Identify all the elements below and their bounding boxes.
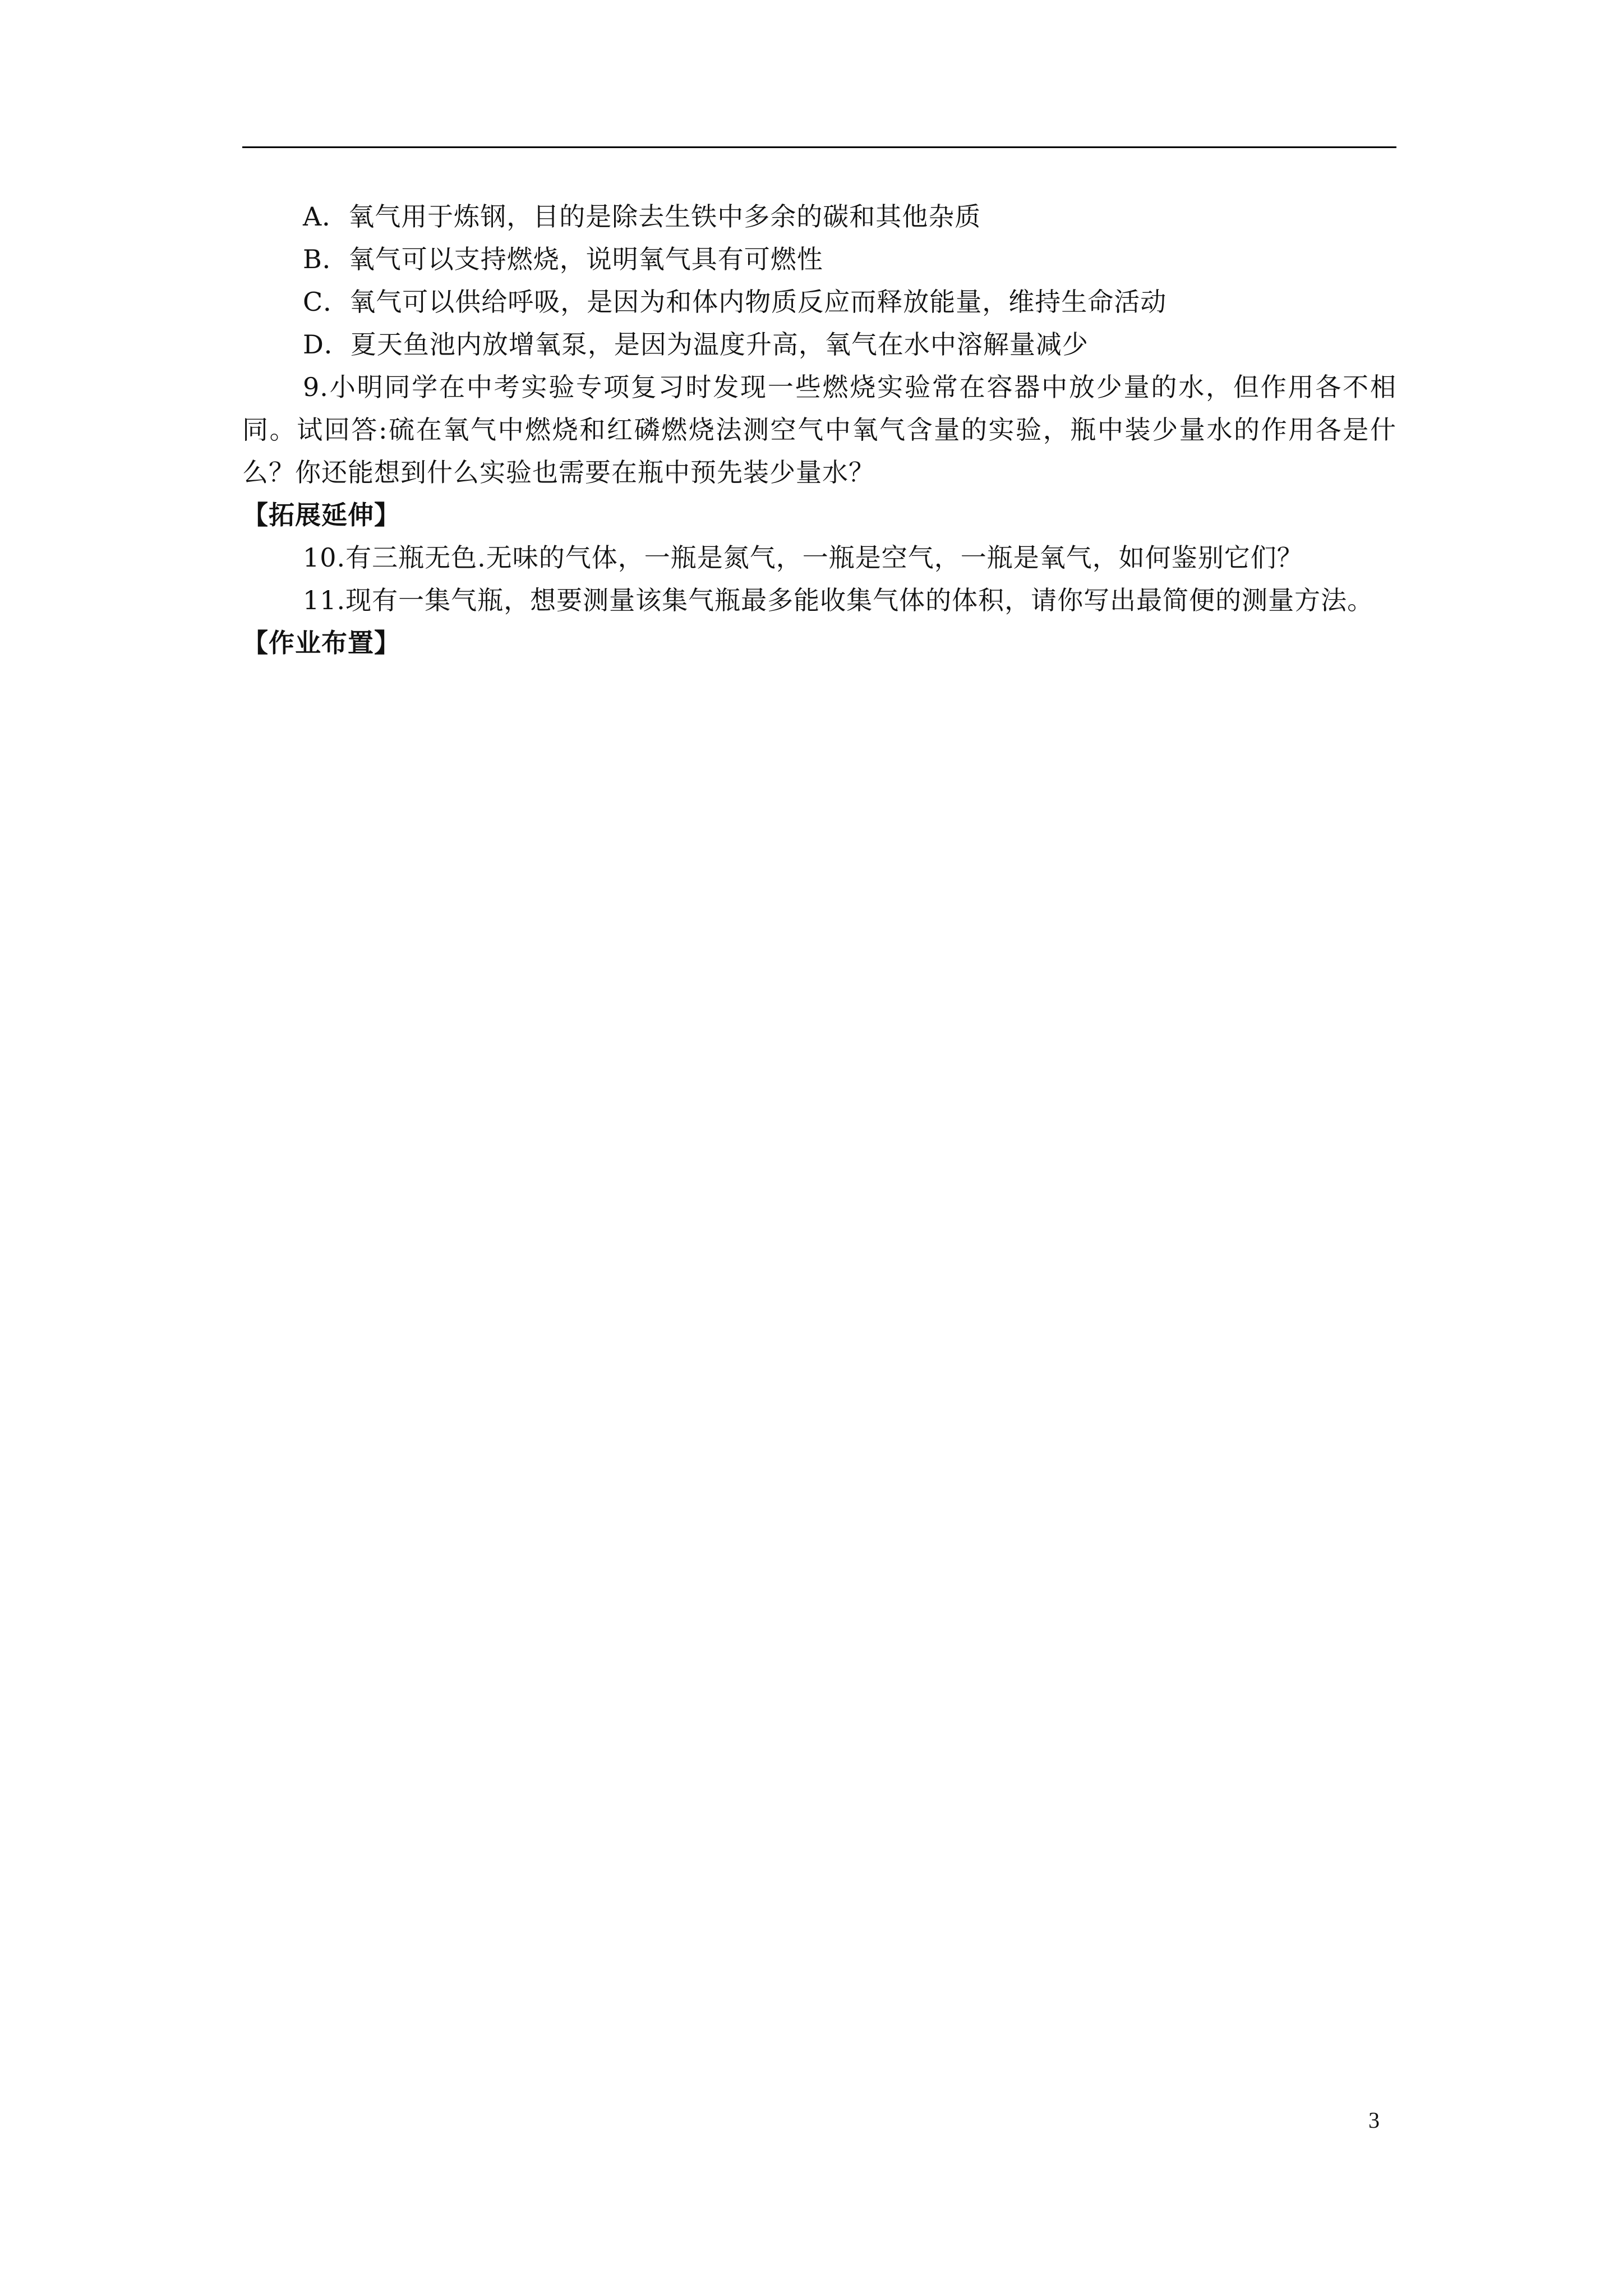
option-b: B．氧气可以支持燃烧，说明氧气具有可燃性 <box>303 244 823 274</box>
section-heading-extension: 【拓展延伸】 <box>242 500 400 530</box>
option-a: A．氧气用于炼钢，目的是除去生铁中多余的碳和其他杂质 <box>303 201 981 232</box>
option-c: C．氧气可以供给呼吸，是因为和体内物质反应而释放能量，维持生命活动 <box>303 287 1167 317</box>
question-9: 9.小明同学在中考实验专项复习时发现一些燃烧实验常在容器中放少量的水，但作用各不相同。试回答:硫在氧气中燃烧和红磷燃烧法测空气中氧气含量的实验，瓶中装少量水的作用各是什么？你还能想到什么实验也需要在瓶中预先装少量水？ <box>242 372 1396 487</box>
header-rule <box>242 146 1396 148</box>
page-number: 3 <box>1368 2108 1380 2133</box>
question-11: 11.现有一集气瓶，想要测量该集气瓶最多能收集气体的体积，请你写出最简便的测量方法。 <box>303 585 1374 615</box>
section-heading-homework: 【作业布置】 <box>242 628 400 658</box>
question-10: 10.有三瓶无色.无味的气体，一瓶是氮气，一瓶是空气，一瓶是氧气，如何鉴别它们？ <box>303 542 1303 573</box>
document-body <box>242 195 1396 664</box>
option-d: D．夏天鱼池内放增氧泵，是因为温度升高，氧气在水中溶解量减少 <box>303 329 1089 360</box>
